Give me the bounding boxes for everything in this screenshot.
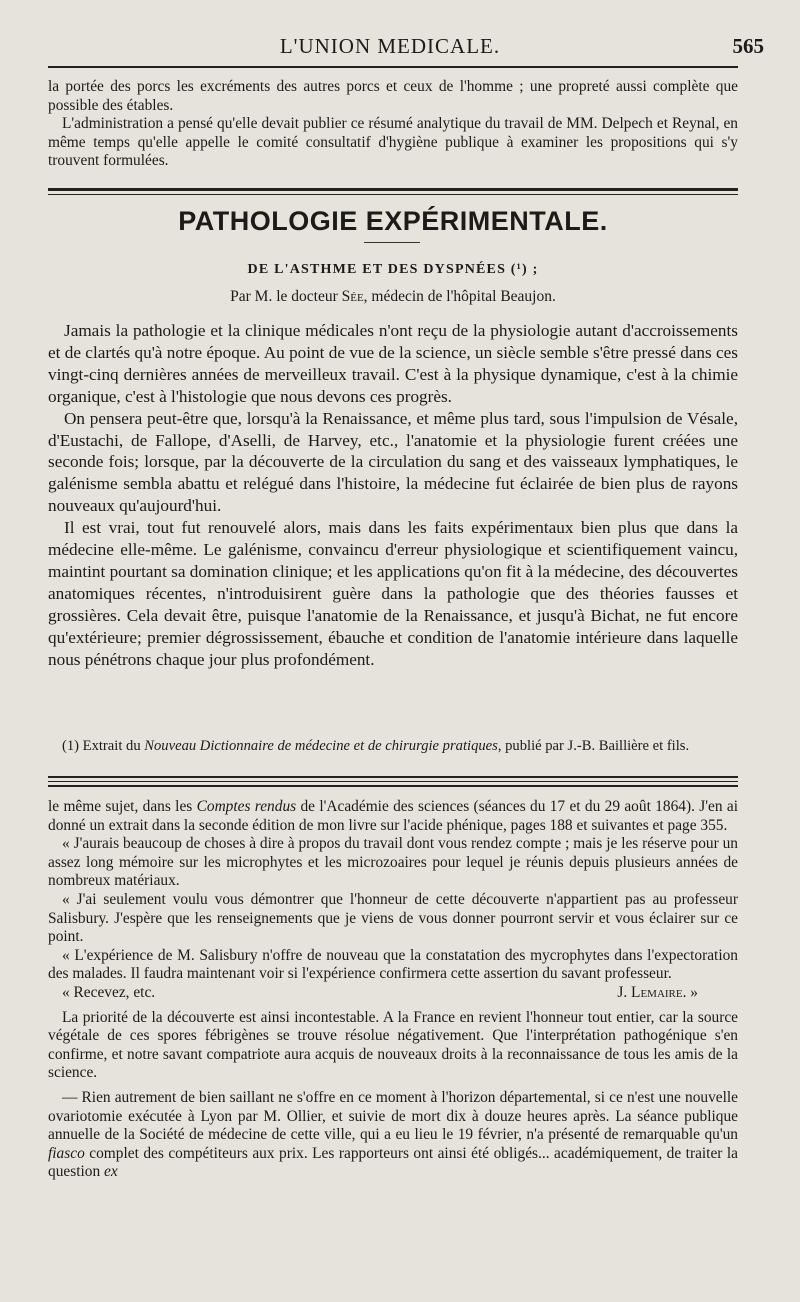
- section-rule-thick: [48, 188, 738, 191]
- footnote: [48, 738, 738, 755]
- byline: [48, 288, 738, 306]
- feuilleton-paragraph-3: « J'ai seulement voulu vous démontrer que l'honneur de cette découverte n'appartient pas au professeur Salisbury. J'espère que les renseignements que je viens de vous donner pourront servir et vous éclairer sur ce point.: [48, 890, 738, 946]
- signature: J. Lemaire. »: [617, 983, 698, 1001]
- article-title: DE L'ASTHME ET DES DYSPNÉES (¹) ;: [247, 262, 539, 277]
- byline-suffix: , médecin de l'hôpital Beaujon.: [363, 288, 556, 305]
- section-rule-thin: [48, 194, 738, 195]
- feuilleton-paragraph-7: [48, 1089, 738, 1182]
- feuilleton-p7-end: ex: [104, 1163, 118, 1181]
- footnote-suffix: , publié par J.-B. Baillière et fils.: [497, 738, 690, 754]
- footnote-work: Nouveau Dictionnaire de médecine et de chirurgie pratiques: [144, 738, 498, 754]
- closing-formula: « Recevez, etc.: [62, 983, 156, 1001]
- header-rule: [48, 66, 738, 68]
- feuilleton-rule-2: [48, 781, 738, 782]
- article-paragraph-2: On pensera peut-être que, lorsqu'à la Renaissance, et même plus tard, sous l'impulsion de Vésale, d'Eustachi, de Fallope, d'Aselli, de Harvey, etc., l'anatomie et la physiologie furent créées une seconde fois; lorsque, par la découverte de la circulation du sang et des vaisseaux lymphatiques, le galénisme sembla abattu et relégué dans l'histoire, la médecine fut éclairée de bien plus de rayons nouveaux qu'aujourd'hui.: [48, 408, 738, 516]
- journal-title: L'UNION MEDICALE.: [279, 34, 501, 58]
- article-paragraph-3: Il est vrai, tout fut renouvelé alors, mais dans les faits expérimentaux bien plus que dans la médecine elle-même. Le galénisme, convaincu d'erreur physiologique et scientifiquement vaincu, maintint pourtant sa domination clinique; et les applications qu'on fit à la médecine, des découvertes anatomiques récentes, n'introduisirent guère dans la pathologie que des théories fausses et grossières. Cela devait être, puisque l'anatomie de la Renaissance, et jusqu'à Bichat, ne fut encore qu'extérieure; premier dégrossissement, ébauche et condition de l'anatomie intérieure dans laquelle nous pénétrons chaque jour plus profondément.: [48, 518, 738, 669]
- section-title: PATHOLOGIE EXPÉRIMENTALE.: [178, 206, 608, 236]
- top-paragraph-2: L'administration a pensé qu'elle devait publier ce résumé analytique du travail de MM. Delpech et Reynal, en même temps qu'elle appelle le comité consultatif d'hygiène publique à examiner les propositions qui s'y trouvent formulées.: [48, 115, 738, 170]
- fiasco-word: fiasco: [48, 1144, 85, 1162]
- footnote-prefix: (1) Extrait du: [62, 738, 141, 754]
- feuilleton-p7-middle: complet des compétiteurs aux prix. Les rapporteurs ont ainsi été obligés... académiquement, de traiter la question: [48, 1144, 738, 1181]
- feuilleton-paragraph-6: La priorité de la découverte est ainsi incontestable. A la France en revient l'honneur tout entier, car la source végétale de ces spores fébrigènes se trouve résolue négativement. Que l'interprétation pathogénique s'en confirme, et notre savant compatriote aura acquis de nouveaux droits à la reconnaissance de tous les amis de la science.: [48, 1008, 738, 1082]
- letter-closing: [48, 984, 738, 1003]
- page-number: 565: [732, 34, 764, 58]
- feuilleton-paragraph-2: « J'aurais beaucoup de choses à dire à propos du travail dont vous rendez compte ; mais je les réserve pour un assez long mémoire sur les microphytes et les microzoaires pour lequel je réunis depuis plusieurs années de nombreux matériaux.: [48, 835, 738, 890]
- byline-prefix: Par M. le docteur: [230, 288, 338, 305]
- feuilleton-rule-3: [48, 785, 738, 787]
- running-header: [0, 34, 800, 62]
- top-block: [48, 78, 738, 171]
- feuilleton-p1-start: le même sujet, dans les: [48, 798, 193, 815]
- top-paragraph-1: la portée des porcs les excréments des autres porcs et ceux de l'homme ; une propreté aussi complète que possible des étables.: [48, 78, 738, 114]
- article-paragraph-1: Jamais la pathologie et la clinique médicales n'ont reçu de la physiologie autant d'accroissements et de clartés qu'à notre époque. Au point de vue de la science, un siècle semble s'être pressé dans ces vingt-cinq dernières années de merveilleux travail. C'est à la physique dynamique, c'est à la chimie organique, c'est à l'histologie que nous devons ces progrès.: [48, 321, 738, 406]
- feuilleton-body: [48, 798, 738, 1182]
- title-underline: [364, 242, 420, 243]
- article-body: [48, 320, 738, 671]
- feuilleton-p7-start: — Rien autrement de bien saillant ne s'offre en ce moment à l'horizon départemental, si ce n'est une nouvelle ovariotomie exécutée à Lyon par M. Ollier, et suivie de mort dix à douze heures après. La séance publique annuelle de la Société de médecine de cette ville, qui a eu lieu le 19 février, n'a présenté de remarquable qu'un: [48, 1088, 738, 1144]
- feuilleton-p1-end: de l'Académie des sciences (séances du 17 et du 29 août 1864). J'en ai donné un extrait dans la seconde édition de mon livre sur l'acide phénique, pages 188 et suivantes et page 355.: [48, 798, 738, 834]
- feuilleton-paragraph-4: « L'expérience de M. Salisbury n'offre de nouveau que la constatation des mycrophytes dans l'expectoration des malades. Il faudra maintenant voir si l'expérience confirmera cette assertion du savant professeur.: [48, 946, 738, 983]
- feuilleton-rule-1: [48, 776, 738, 778]
- author-name: Sée: [341, 288, 364, 305]
- feuilleton-paragraph-1: [48, 798, 738, 835]
- comptes-rendus-title: Comptes rendus: [196, 798, 297, 815]
